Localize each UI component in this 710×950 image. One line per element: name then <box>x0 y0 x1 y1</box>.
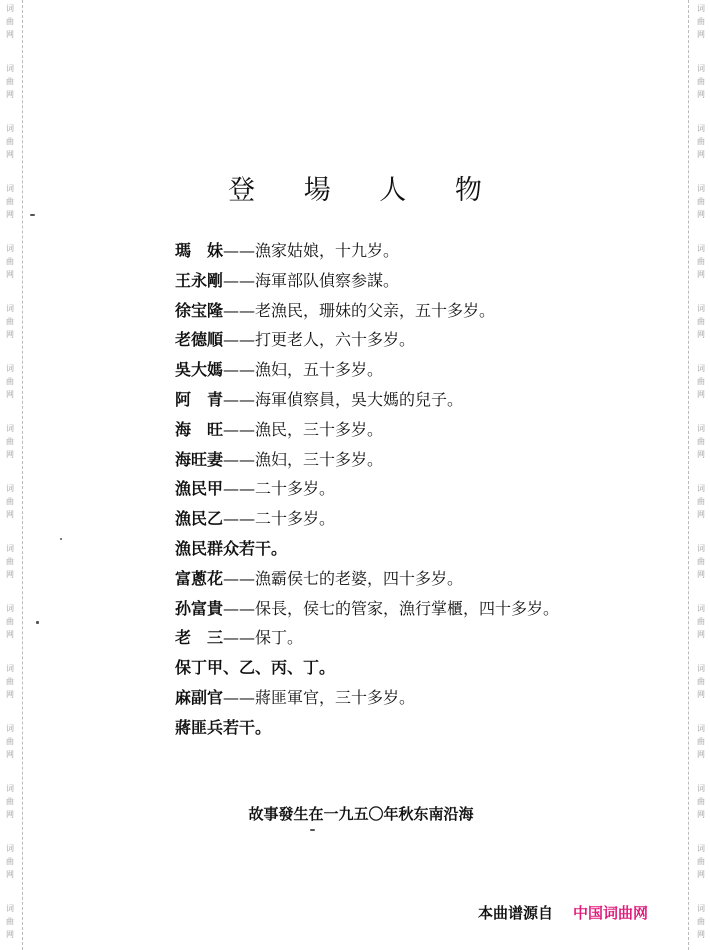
watermark-char: 网 <box>6 750 14 759</box>
watermark-char: 词 <box>6 604 14 613</box>
character-name: 富蔥花 <box>175 568 224 588</box>
watermark-char: 词 <box>697 304 705 313</box>
watermark-char: 曲 <box>6 857 14 866</box>
watermark-char: 词 <box>697 784 705 793</box>
watermark-char: 词 <box>697 4 705 13</box>
character-entry <box>175 355 559 385</box>
watermark-group <box>694 542 708 581</box>
watermark-char: 网 <box>697 810 705 819</box>
watermark-char: 网 <box>697 450 705 459</box>
character-name: 海 旺 <box>175 419 224 439</box>
character-entry <box>175 474 559 504</box>
watermark-char: 网 <box>6 690 14 699</box>
watermark-char: 词 <box>6 4 14 13</box>
watermark-char: 网 <box>6 210 14 219</box>
watermark-char: 词 <box>697 64 705 73</box>
watermark-group <box>694 362 708 401</box>
watermark-group <box>694 602 708 641</box>
character-name: 漁民乙 <box>175 509 224 529</box>
character-entry <box>175 296 559 326</box>
character-name: 漁民甲 <box>175 479 224 499</box>
watermark-group <box>3 242 17 281</box>
watermark-char: 词 <box>697 484 705 493</box>
watermark-char: 词 <box>6 544 14 553</box>
watermark-char: 词 <box>6 124 14 133</box>
watermark-char: 网 <box>697 870 705 879</box>
watermark-char: 词 <box>6 484 14 493</box>
character-entry <box>175 266 559 296</box>
watermark-group <box>694 662 708 701</box>
watermark-group <box>3 602 17 641</box>
character-entry <box>175 445 559 475</box>
watermark-group <box>3 482 17 521</box>
watermark-group <box>3 842 17 881</box>
watermark-char: 曲 <box>6 737 14 746</box>
character-description: ——漁妇，五十多岁。 <box>223 360 384 380</box>
watermark-char: 网 <box>697 90 705 99</box>
watermark-char: 词 <box>697 244 705 253</box>
watermark-group <box>694 242 708 281</box>
source-prefix: 本曲谱源自 <box>478 904 554 922</box>
watermark-char: 词 <box>697 844 705 853</box>
character-name: 海旺妻 <box>175 449 224 469</box>
watermark-char: 词 <box>6 904 14 913</box>
source-attribution <box>478 902 648 923</box>
character-entry <box>175 325 559 355</box>
watermark-char: 词 <box>697 184 705 193</box>
watermark-group <box>694 62 708 101</box>
watermark-char: 网 <box>697 270 705 279</box>
print-speck <box>60 538 62 540</box>
watermark-char: 曲 <box>6 437 14 446</box>
character-name: 保丁甲、乙、丙、丁。 <box>175 658 336 678</box>
watermark-group <box>694 302 708 341</box>
watermark-char: 网 <box>6 330 14 339</box>
watermark-char: 词 <box>697 544 705 553</box>
watermark-char: 词 <box>6 844 14 853</box>
watermark-char: 曲 <box>697 557 705 566</box>
watermark-group <box>3 662 17 701</box>
character-description: ——保丁。 <box>223 628 304 648</box>
watermark-char: 词 <box>6 364 14 373</box>
print-speck <box>310 829 315 831</box>
watermark-char: 网 <box>697 570 705 579</box>
character-entry <box>175 623 559 653</box>
watermark-char: 曲 <box>697 257 705 266</box>
character-description: ——二十多岁。 <box>223 509 336 529</box>
watermark-char: 网 <box>6 30 14 39</box>
watermark-char: 词 <box>6 304 14 313</box>
character-name: 漁民群众若干。 <box>175 538 288 558</box>
character-description: ——老漁民，珊妹的父亲，五十多岁。 <box>223 300 496 320</box>
character-description: ——打更老人，六十多岁。 <box>223 330 416 350</box>
character-description: ——漁霸侯七的老婆，四十多岁。 <box>223 568 464 588</box>
character-description: ——二十多岁。 <box>223 479 336 499</box>
watermark-char: 网 <box>697 930 705 939</box>
watermark-group <box>694 422 708 461</box>
watermark-group <box>3 2 17 41</box>
watermark-group <box>694 122 708 161</box>
watermark-char: 网 <box>6 450 14 459</box>
watermark-group <box>3 302 17 341</box>
watermark-group <box>3 542 17 581</box>
watermark-char: 网 <box>697 30 705 39</box>
character-name: 阿 青 <box>175 389 224 409</box>
watermark-char: 网 <box>6 90 14 99</box>
watermark-char: 词 <box>697 604 705 613</box>
watermark-group <box>694 902 708 941</box>
watermark-char: 词 <box>6 244 14 253</box>
watermark-group <box>694 842 708 881</box>
watermark-group <box>3 122 17 161</box>
character-description: ——漁家姑娘，十九岁。 <box>223 241 400 260</box>
watermark-char: 网 <box>697 330 705 339</box>
watermark-char: 曲 <box>6 257 14 266</box>
watermark-char: 词 <box>6 664 14 673</box>
watermark-char: 曲 <box>6 677 14 686</box>
watermark-group <box>694 2 708 41</box>
character-name: 老德順 <box>175 330 224 350</box>
character-description: ——漁民，三十多岁。 <box>223 419 384 439</box>
watermark-char: 网 <box>6 810 14 819</box>
setting-note: 故事發生在一九五〇年秋东南沿海 <box>248 805 474 823</box>
page-title: 登 場 人 物 <box>228 175 502 206</box>
watermark-char: 曲 <box>697 917 705 926</box>
watermark-char: 曲 <box>697 437 705 446</box>
watermark-char: 曲 <box>6 557 14 566</box>
watermark-group <box>3 902 17 941</box>
watermark-char: 词 <box>697 424 705 433</box>
watermark-char: 网 <box>697 510 705 519</box>
watermark-char: 词 <box>697 364 705 373</box>
character-entry <box>175 534 559 564</box>
character-entry <box>175 385 559 415</box>
character-entry <box>175 713 559 743</box>
watermark-char: 词 <box>697 664 705 673</box>
watermark-char: 词 <box>697 904 705 913</box>
character-name: 瑪 妹 <box>175 241 224 260</box>
watermark-char: 网 <box>6 930 14 939</box>
source-site-link[interactable]: 中国词曲网 <box>573 904 649 922</box>
watermark-char: 词 <box>6 724 14 733</box>
character-description: ——海軍偵察員，吳大媽的兒子。 <box>223 389 464 409</box>
character-entry <box>175 594 559 624</box>
character-description: ——蔣匪軍官，三十多岁。 <box>223 687 416 707</box>
watermark-char: 曲 <box>6 797 14 806</box>
watermark-char: 曲 <box>697 137 705 146</box>
watermark-char: 网 <box>697 390 705 399</box>
watermark-char: 网 <box>6 570 14 579</box>
character-list <box>175 236 559 743</box>
character-name: 麻副官 <box>175 687 224 707</box>
watermark-char: 曲 <box>697 377 705 386</box>
character-description: ——漁妇，三十多岁。 <box>223 449 384 469</box>
watermark-char: 曲 <box>697 797 705 806</box>
watermark-char: 曲 <box>6 917 14 926</box>
watermark-char: 曲 <box>697 77 705 86</box>
watermark-char: 网 <box>6 630 14 639</box>
watermark-char: 网 <box>6 510 14 519</box>
watermark-char: 曲 <box>6 317 14 326</box>
character-entry <box>175 504 559 534</box>
character-entry <box>175 564 559 594</box>
watermark-char: 词 <box>6 184 14 193</box>
watermark-char: 曲 <box>697 677 705 686</box>
character-name: 孙富貴 <box>175 598 224 618</box>
character-entry <box>175 236 559 266</box>
watermark-group <box>694 482 708 521</box>
watermark-char: 网 <box>697 150 705 159</box>
watermark-char: 网 <box>697 210 705 219</box>
print-speck <box>36 621 39 624</box>
watermark-char: 曲 <box>6 497 14 506</box>
print-speck <box>30 214 35 216</box>
watermark-group <box>694 722 708 761</box>
watermark-char: 网 <box>697 750 705 759</box>
watermark-group <box>3 362 17 401</box>
watermark-group <box>3 422 17 461</box>
watermark-char: 曲 <box>697 497 705 506</box>
character-description: ——保長，侯七的管家，漁行掌櫃，四十多岁。 <box>223 598 560 618</box>
watermark-char: 曲 <box>697 17 705 26</box>
watermark-char: 词 <box>697 124 705 133</box>
watermark-char: 曲 <box>6 137 14 146</box>
watermark-char: 词 <box>697 724 705 733</box>
watermark-char: 曲 <box>697 857 705 866</box>
character-entry <box>175 653 559 683</box>
watermark-char: 网 <box>6 870 14 879</box>
watermark-char: 曲 <box>697 317 705 326</box>
watermark-char: 网 <box>6 270 14 279</box>
character-name: 吳大媽 <box>175 360 224 380</box>
character-name: 王永剛 <box>175 270 224 290</box>
watermark-char: 曲 <box>6 17 14 26</box>
watermark-char: 词 <box>6 64 14 73</box>
watermark-char: 词 <box>6 424 14 433</box>
watermark-group <box>3 722 17 761</box>
watermark-char: 词 <box>6 784 14 793</box>
character-name: 徐宝隆 <box>175 300 224 320</box>
watermark-group <box>3 62 17 101</box>
watermark-char: 曲 <box>6 377 14 386</box>
watermark-char: 曲 <box>697 197 705 206</box>
watermark-char: 曲 <box>6 617 14 626</box>
character-name: 蔣匪兵若干。 <box>175 717 272 737</box>
character-description: ——海軍部队偵察参謀。 <box>223 270 400 290</box>
watermark-char: 网 <box>6 390 14 399</box>
character-name: 老 三 <box>175 628 224 648</box>
watermark-char: 曲 <box>6 197 14 206</box>
watermark-char: 网 <box>697 690 705 699</box>
watermark-char: 网 <box>697 630 705 639</box>
watermark-char: 曲 <box>6 77 14 86</box>
watermark-char: 曲 <box>697 617 705 626</box>
character-entry <box>175 683 559 713</box>
watermark-char: 网 <box>6 150 14 159</box>
watermark-char: 曲 <box>697 737 705 746</box>
character-entry <box>175 415 559 445</box>
